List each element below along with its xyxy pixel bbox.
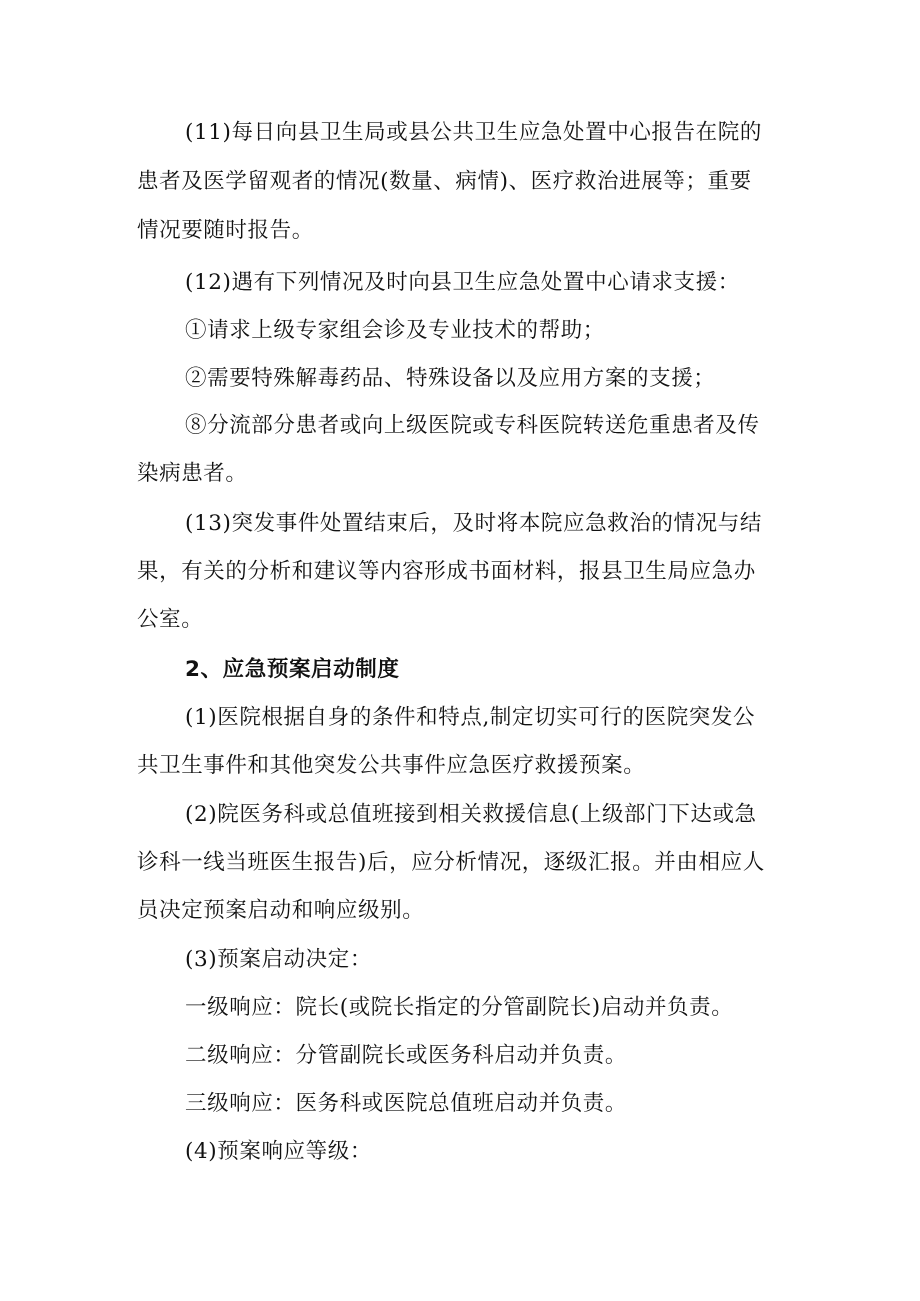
paragraph-1-line-1: (1)医院根据自身的条件和特点,制定切实可行的医院突发公 — [185, 705, 756, 730]
list-item-1: ①请求上级专家组会诊及专业技术的帮助； — [185, 318, 605, 343]
section-heading: 2、应急预案启动制度 — [185, 657, 400, 682]
paragraph-11-line-1: (11)每日向县卫生局或县公共卫生应急处置中心报告在院的 — [185, 120, 762, 145]
response-level-1: 一级响应：院长(或院长指定的分管副院长)启动并负责。 — [185, 995, 734, 1020]
response-level-3: 三级响应：医务科或医院总值班启动并负责。 — [185, 1091, 628, 1116]
paragraph-4-line-1: (4)预案响应等级： — [185, 1139, 372, 1164]
paragraph-13-line-1: (13)突发事件处置结束后，及时将本院应急救治的情况与结 — [185, 511, 762, 536]
paragraph-12-line-1: (12)遇有下列情况及时向县卫生应急处置中心请求支援： — [185, 270, 740, 295]
paragraph-11-line-3: 情况要随时报告。 — [137, 218, 314, 243]
response-level-2: 二级响应：分管副院长或医务科启动并负责。 — [185, 1043, 628, 1068]
list-item-3-line-2: 染病患者。 — [137, 461, 248, 486]
paragraph-2-line-2: 诊科一线当班医生报告)后，应分析情况，逐级汇报。并由相应人 — [137, 850, 765, 875]
paragraph-1-line-2: 共卫生事件和其他突发公共事件应急医疗救援预案。 — [137, 753, 646, 778]
list-item-2: ②需要特殊解毒药品、特殊设备以及应用方案的支援； — [185, 366, 716, 391]
paragraph-11-line-2: 患者及医学留观者的情况(数量、病情)、医疗救治进展等；重要 — [137, 169, 752, 194]
paragraph-2-line-3: 员决定预案启动和响应级别。 — [137, 898, 425, 923]
paragraph-13-line-3: 公室。 — [137, 607, 204, 632]
paragraph-3-line-1: (3)预案启动决定： — [185, 947, 372, 972]
paragraph-13-line-2: 果，有关的分析和建议等内容形成书面材料，报县卫生局应急办 — [137, 559, 756, 584]
paragraph-2-line-1: (2)院医务科或总值班接到相关救援信息(上级部门下达或急 — [185, 802, 757, 827]
list-item-3-line-1: ⑧分流部分患者或向上级医院或专科医院转送危重患者及传 — [185, 413, 760, 438]
